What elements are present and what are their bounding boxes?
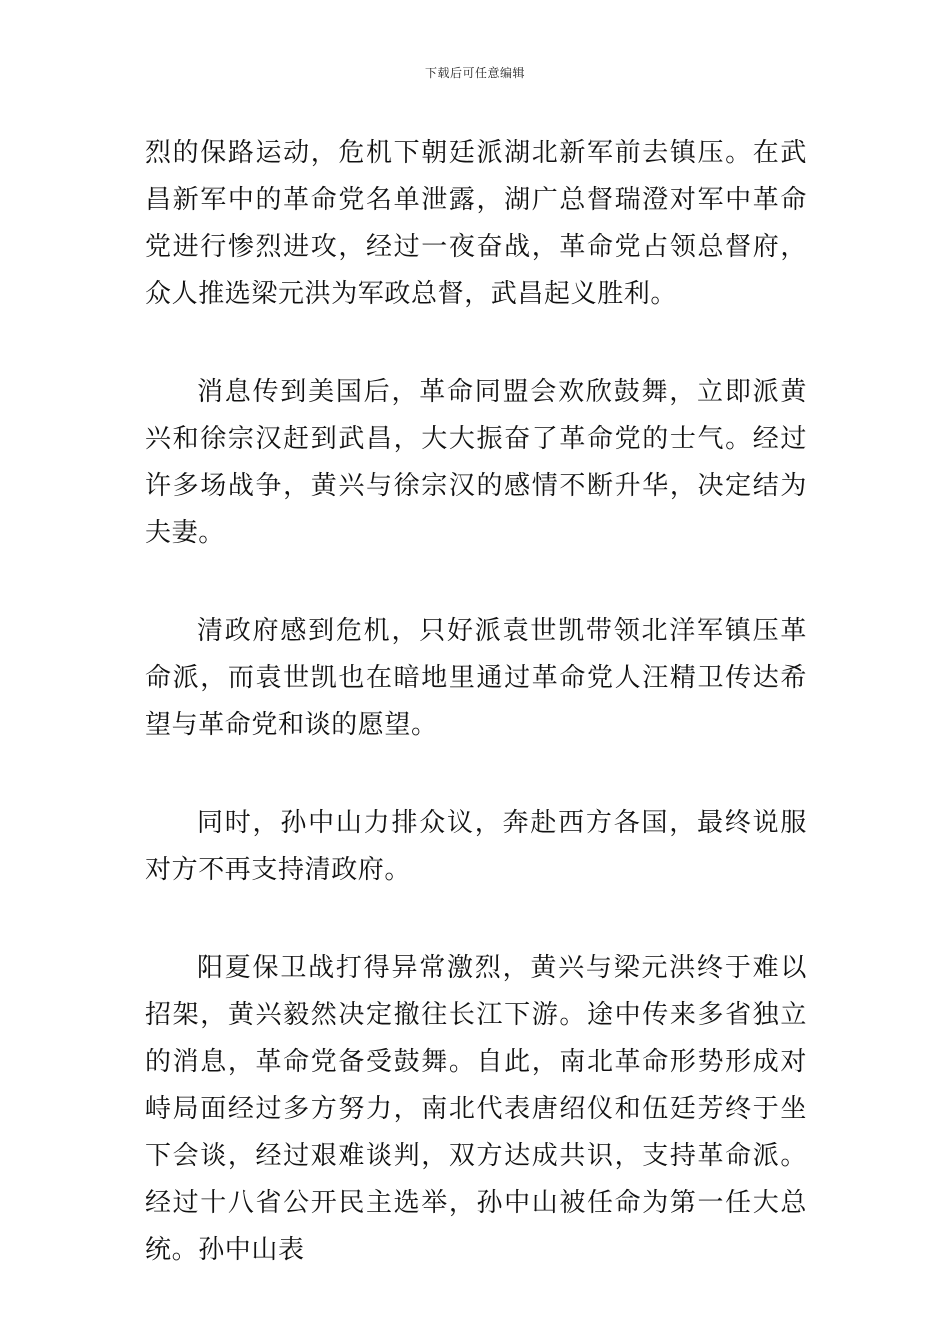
paragraph-1: 烈的保路运动，危机下朝廷派湖北新军前去镇压。在武昌新军中的革命党名单泄露，湖广总督瑞澄对军中革命党进行惨烈进攻，经过一夜奋战，革命党占领总督府，众人推选梁元洪为军政总督，武昌起义胜利。 — [145, 138, 807, 309]
document-body — [145, 130, 807, 1274]
paragraph-4: 同时，孙中山力排众议，奔赴西方各国，最终说服对方不再支持清政府。 — [145, 808, 807, 885]
paragraph-5: 阳夏保卫战打得异常激烈，黄兴与梁元洪终于难以招架，黄兴毅然决定撤往长江下游。途中传来多省独立的消息，革命党备受鼓舞。自此，南北革命形势形成对峙局面经过多方努力，南北代表唐绍仪和伍廷芳终于坐下会谈，经过艰难谈判，双方达成共识，支持革命派。经过十八省公开民主选举，孙中山被任命为第一任大总统。孙中山表 — [145, 953, 807, 1265]
header-note: 下载后可任意编辑 — [424, 66, 525, 80]
paragraph-2: 消息传到美国后，革命同盟会欢欣鼓舞，立即派黄兴和徐宗汉赶到武昌，大大振奋了革命党的士气。经过许多场战争，黄兴与徐宗汉的感情不断升华，决定结为夫妻。 — [145, 377, 807, 548]
paragraph-3: 清政府感到危机，只好派袁世凯带领北洋军镇压革命派，而袁世凯也在暗地里通过革命党人汪精卫传达希望与革命党和谈的愿望。 — [145, 616, 807, 740]
